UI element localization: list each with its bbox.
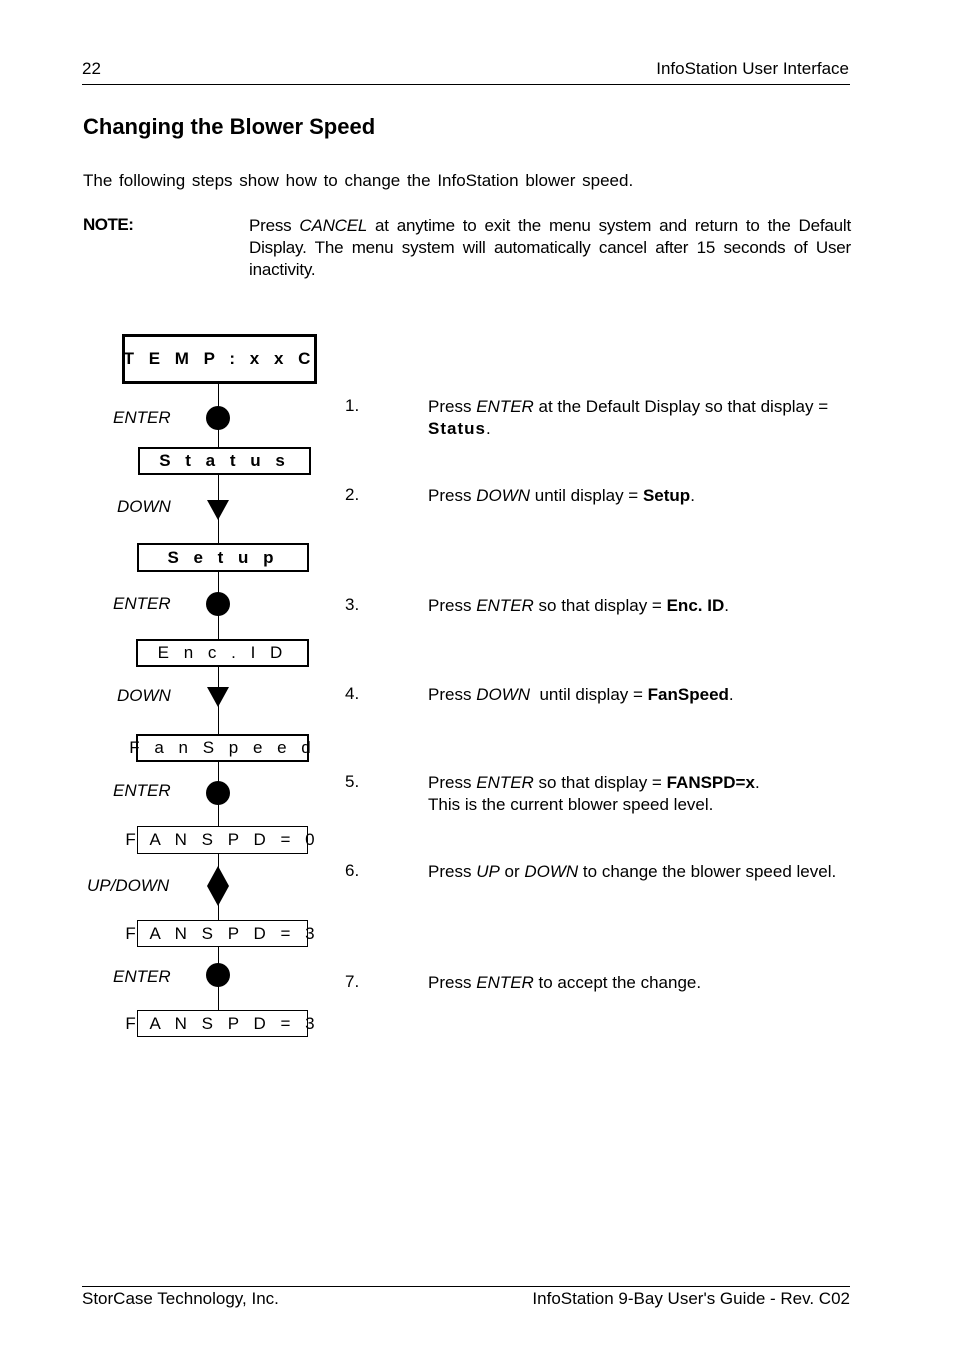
footer-company: StorCase Technology, Inc. — [82, 1289, 279, 1308]
note-label: NOTE: — [83, 215, 134, 234]
action-label: ENTER — [113, 408, 171, 427]
footer-rule — [82, 1286, 850, 1287]
lcd-display-fanspeed: F a n S p e e d — [136, 734, 309, 762]
step-number: 7. — [345, 972, 360, 991]
action-label: DOWN — [117, 686, 171, 705]
up-arrow-icon — [207, 866, 229, 886]
enter-key-icon — [206, 406, 230, 430]
lcd-display-temp: T E M P : x x C — [122, 334, 317, 384]
action-label: UP/DOWN — [87, 876, 170, 895]
step-number: 1. — [345, 396, 360, 415]
step-text: Press ENTER so that display = Enc. ID. — [428, 596, 729, 615]
step-number: 2. — [345, 485, 360, 504]
lcd-display-fanspd-3: F A N S P D = 3 — [137, 920, 308, 947]
lcd-display-fanspd-0: F A N S P D = 0 — [137, 826, 308, 854]
step-number: 4. — [345, 684, 360, 703]
lcd-display-status: S t a t u s — [138, 447, 311, 475]
step-text: Press DOWN until display = FanSpeed. — [428, 685, 734, 704]
lcd-display-enc-id: E n c . I D — [136, 639, 309, 667]
step-number: 6. — [345, 861, 360, 880]
enter-key-icon — [206, 963, 230, 987]
down-arrow-icon — [207, 687, 229, 707]
action-label: ENTER — [113, 781, 171, 800]
intro-text: The following steps show how to change the InfoStation blower speed. — [83, 171, 634, 190]
note-key: CANCEL — [299, 216, 368, 235]
footer-guide-title: InfoStation 9-Bay User's Guide - Rev. C02 — [532, 1289, 850, 1308]
action-label: DOWN — [117, 497, 171, 516]
step-number: 3. — [345, 595, 360, 614]
step-number: 5. — [345, 772, 360, 791]
running-header: InfoStation User Interface — [656, 59, 849, 78]
note-body: Press CANCEL at anytime to exit the menu system and return to the Default Display. The menu system will automatically cancel after 15 seconds of User inactivity. — [249, 216, 851, 279]
lcd-display-fanspd-3-final: F A N S P D = 3 — [137, 1010, 308, 1037]
enter-key-icon — [206, 592, 230, 616]
down-arrow-icon — [207, 500, 229, 520]
section-title: Changing the Blower Speed — [83, 114, 376, 139]
step-text: Press DOWN until display = Setup. — [428, 486, 695, 505]
step-text: Press ENTER to accept the change. — [428, 973, 702, 992]
lcd-display-setup: S e t u p — [137, 543, 309, 572]
header-rule — [82, 84, 850, 85]
step-text: Press ENTER at the Default Display so that display = Status. — [428, 397, 829, 438]
page-number: 22 — [82, 59, 101, 78]
enter-key-icon — [206, 781, 230, 805]
down-arrow-icon — [207, 886, 229, 906]
action-label: ENTER — [113, 967, 171, 986]
step-text: Press ENTER so that display = FANSPD=x. This is the current blower speed level. — [428, 773, 760, 814]
step-text: Press UP or DOWN to change the blower speed level. — [428, 862, 837, 881]
action-label: ENTER — [113, 594, 171, 613]
